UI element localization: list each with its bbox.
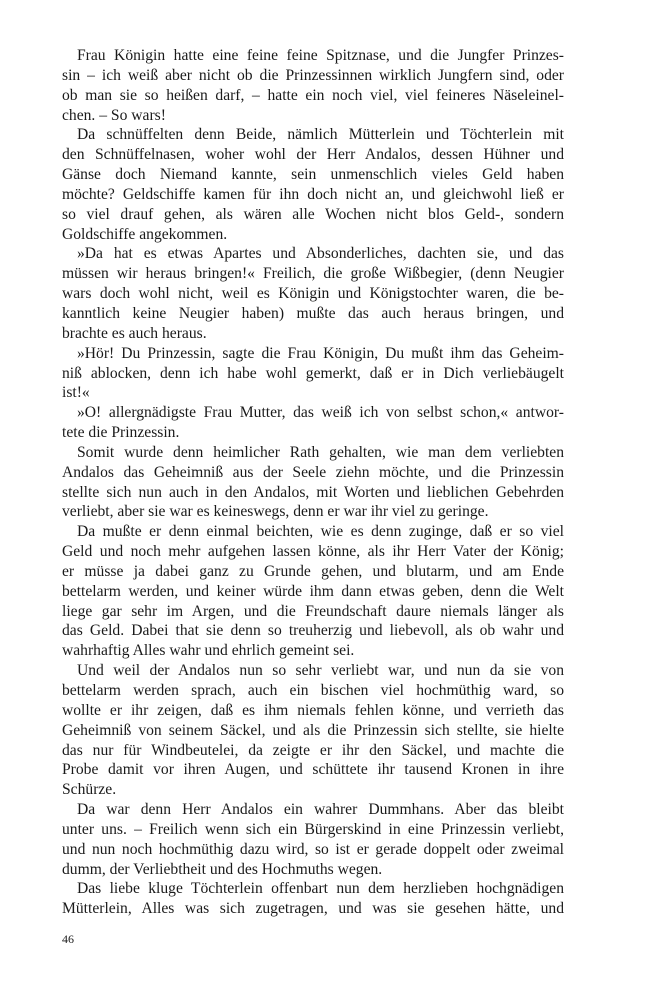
text-line: Geheimniß von seinem Säckel, und als die Prinzessin sich stellte, sie hielte (62, 721, 564, 739)
text-line: Andalos das Geheimniß aus der Seele ziehn möchte, und die Prinzessin (62, 463, 564, 481)
text-line: so viel drauf gehen, als wären alle Wochen nicht blos Geld-, sondern (62, 205, 564, 223)
paragraph (62, 403, 564, 443)
text-line: Somit wurde denn heimlicher Rath gehalten, wie man dem verliebten (77, 443, 564, 461)
text-line: das Geld. Dabei that sie denn so treuherzig und liebevoll, als ob wahr und (62, 622, 564, 640)
text-line: bettelarm werden sprach, auch ein bischen viel hochmüthig ward, so (62, 682, 564, 699)
text-line: den Schnüffelnasen, woher wohl der Herr Andalos, dessen Hühner und (62, 146, 564, 164)
text-line: Frau Königin hatte eine feine feine Spitznase, und die Jungfer Prinzes- (77, 47, 564, 64)
text-line: wahrhaftig Alles wahr und ehrlich gemeint sei. (62, 642, 355, 660)
text-line: das nur für Windbeutelei, da zeigte er ihr den Säckel, und machte die (62, 741, 564, 759)
text-line: Gänse doch Niemand kannte, sein unmenschlich vieles Geld haben (62, 166, 564, 184)
text-line: Probe damit vor ihren Augen, und schüttete ihr tausend Kronen in ihre (62, 761, 564, 779)
text-line: Das liebe kluge Töchterlein offenbart nun dem herzlieben hochgnädigen (77, 880, 564, 898)
text-line: wars doch wohl nicht, weil es Königin und Königstochter waren, die be- (62, 285, 564, 303)
paragraph (62, 125, 564, 244)
paragraph (62, 661, 564, 800)
text-line: tete die Prinzessin. (62, 424, 180, 442)
text-line: unter uns. – Freilich wenn sich ein Bürgerskind in eine Prinzessin verliebt, (62, 820, 564, 838)
text-line: Goldschiffe angekommen. (62, 225, 228, 243)
text-line: er müsse ja dabei ganz zu Grunde gehen, und blutarm, und am Ende (62, 562, 564, 580)
text-line: Da war denn Herr Andalos ein wahrer Dummhans. Aber das bleibt (77, 801, 564, 819)
text-line: ist!« (62, 384, 90, 402)
book-page-text (62, 46, 564, 919)
text-line: bettelarm werden, und keiner würde ihm dann etwas geben, denn die Welt (62, 582, 564, 600)
text-line: ob man sie so heißen darf, – hatte ein noch viel, viel feineres Näseleinel- (62, 86, 564, 104)
text-line: müssen wir heraus bringen!« Freilich, die große Wißbegier, (denn Neugier (62, 265, 564, 283)
text-line: Mütterlein, Alles was sich zugetragen, und was sie gesehen hätte, und (62, 900, 564, 918)
paragraph (62, 344, 564, 404)
text-line: »O! allergnädigste Frau Mutter, das weiß ich von selbst schon,« antwor- (77, 404, 564, 422)
text-line: Geld und noch mehr aufgehen lassen könne, als ihr Herr Vater der König; (62, 543, 564, 561)
text-line: »Da hat es etwas Apartes und Absonderliches, dachten sie, und das (77, 245, 564, 263)
text-line: und nun noch hochmüthig dazu wird, so ist er gerade doppelt oder zweimal (62, 840, 564, 858)
paragraph (62, 522, 564, 661)
text-line: möchte? Geldschiffe kamen für ihn doch nicht an, und gleichwohl ließ er (62, 185, 564, 203)
text-line: Da mußte er denn einmal beichten, wie es denn zuginge, daß er so viel (77, 523, 564, 541)
text-line: »Hör! Du Prinzessin, sagte die Frau Königin, Du mußt ihm das Geheim- (77, 344, 564, 362)
text-line: stellte sich nun auch in den Andalos, mit Worten und lieblichen Gebehrden (62, 483, 564, 501)
text-line: Und weil der Andalos nun so sehr verliebt war, und nun da sie von (77, 662, 564, 680)
text-line: brachte es auch heraus. (62, 324, 207, 342)
text-line: niß ablocken, denn ich habe wohl gemerkt, daß er in Dich verliebäugelt (62, 364, 564, 382)
page-number: 46 (62, 932, 74, 946)
paragraph (62, 46, 564, 125)
text-line: chen. – So wars! (62, 106, 166, 124)
text-line: kanntlich keine Neugier haben) mußte das auch heraus bringen, und (62, 304, 564, 322)
paragraph (62, 443, 564, 522)
paragraph (62, 800, 564, 879)
text-line: verliebt, aber sie war es keineswegs, denn er war ihr viel zu geringe. (62, 503, 489, 521)
paragraph (62, 879, 564, 919)
text-line: wollte er ihr zeigen, daß es ihm niemals fehlen könne, und verrieth das (62, 701, 564, 719)
text-line: liege gar sehr im Argen, und die Freundschaft daure niemals länger als (62, 602, 564, 620)
paragraph (62, 244, 564, 343)
text-line: Da schnüffelten denn Beide, nämlich Mütterlein und Töchterlein mit (77, 126, 564, 144)
text-line: sin – ich weiß aber nicht ob die Prinzessinnen wirklich Jungfern sind, oder (62, 66, 564, 84)
text-line: Schürze. (62, 781, 117, 799)
text-line: dumm, der Verliebtheit und des Hochmuths wegen. (62, 860, 383, 878)
